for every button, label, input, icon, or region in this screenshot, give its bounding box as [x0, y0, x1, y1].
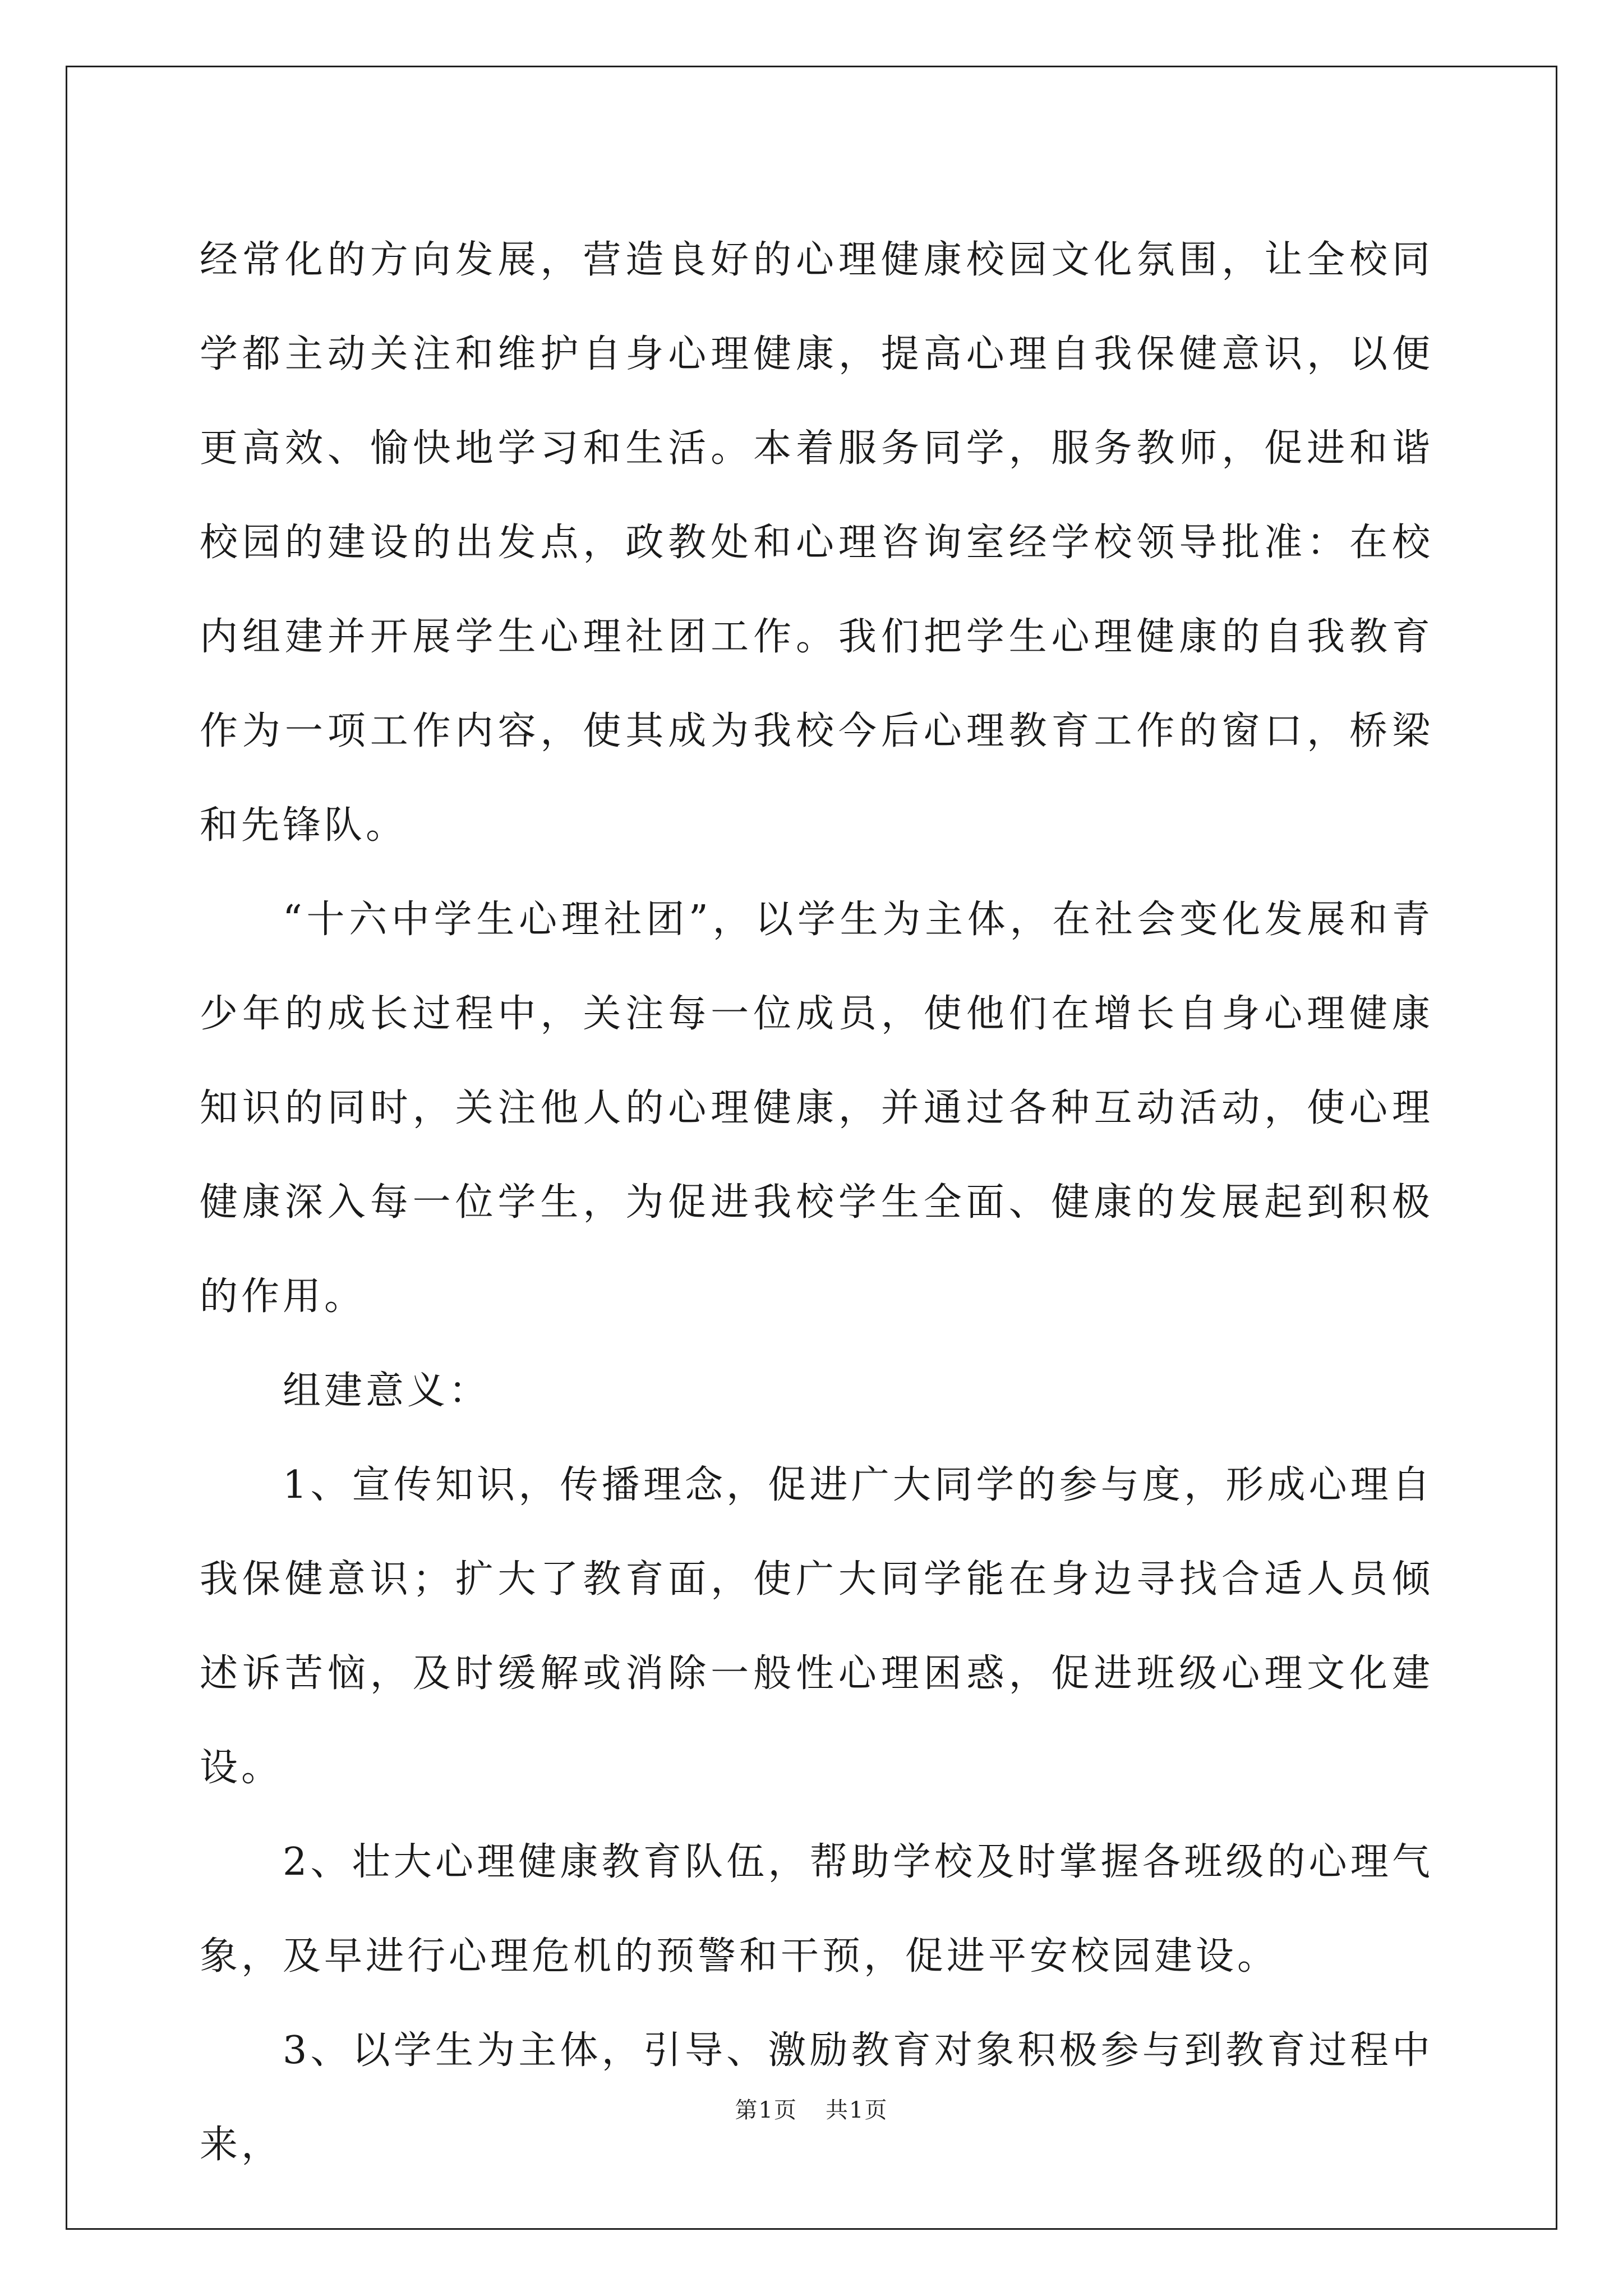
paragraph: 经常化的方向发展，营造良好的心理健康校园文化氛围，让全校同学都主动关注和维护自身心理健康，提高心理自我保健意识，以便更高效、愉快地学习和生活。本着服务同学，服务教师，促进和谐校园的建设的出发点，政教处和心理咨询室经学校领导批准：在校内组建并开展学生心理社团工作。我们把学生心理健康的自我教育作为一项工作内容，使其成为我校今后心理教育工作的窗口，桥梁和先锋队。	[200, 238, 1433, 848]
list-item: 3、以学生为主体，引导、激励教育对象积极参与到教育过程中来，	[200, 2028, 1433, 2167]
list-item: 1、宣传知识，传播理念，促进广大同学的参与度，形成心理自我保健意识；扩大了教育面，使广大同学能在身边寻找合适人员倾述诉苦恼，及时缓解或消除一般性心理困惑，促进班级心理文化建设。	[200, 1463, 1433, 1790]
page-footer	[0, 2092, 1623, 2124]
list-item: 2、壮大心理健康教育队伍，帮助学校及时掌握各班级的心理气象，及早进行心理危机的预警和干预，促进平安校园建设。	[200, 1840, 1433, 1978]
document-body	[200, 213, 1433, 2192]
section-heading: 组建意义：	[283, 1369, 491, 1413]
page-total: 共1页	[826, 2097, 888, 2123]
paragraph: “十六中学生心理社团”，以学生为主体，在社会变化发展和青少年的成长过程中，关注每一位成员，使他们在增长自身心理健康知识的同时，关注他人的心理健康，并通过各种互动活动，使心理健康深入每一位学生，为促进我校学生全面、健康的发展起到积极的作用。	[200, 898, 1433, 1319]
page-number: 第1页	[735, 2097, 797, 2123]
